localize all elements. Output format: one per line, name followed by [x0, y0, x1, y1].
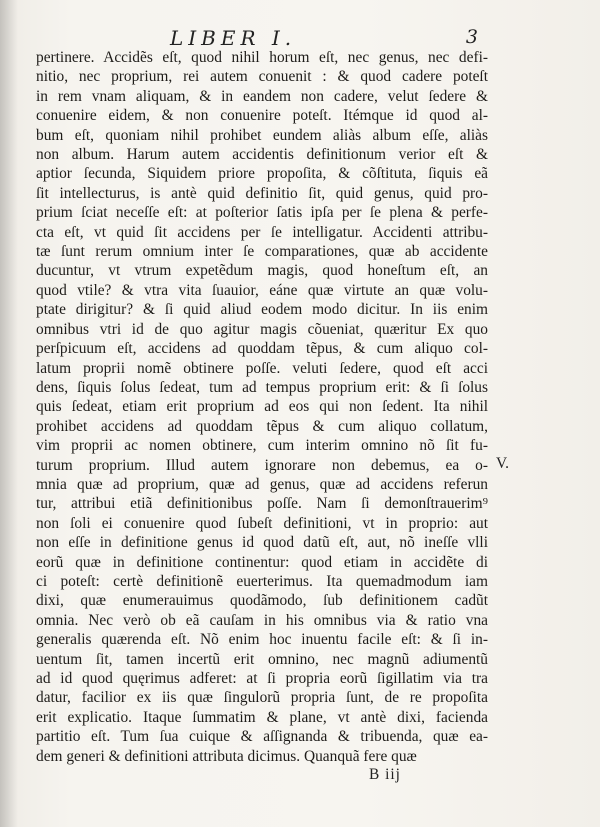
text-line: eorũ quæ in definitione continentur: quod etiam in accidẽte di — [36, 553, 488, 571]
page-number: 3 — [465, 26, 478, 48]
text-line: tæ ſunt rerum omnium inter ſe comparationes, quæ ab accidente — [36, 243, 488, 261]
text-line: conuenire eidem, & non conuenire poteſt. Itémque id quod al- — [36, 107, 488, 125]
text-line: vim proprii ac nomen obtinere, cum interim omnino nõ ſit fu- — [36, 437, 488, 455]
main-text-block — [36, 48, 488, 766]
text-line: omnia. Nec verò ob eã cauſam in his omnibus via & ratio vna — [36, 611, 488, 629]
text-line: bum eſt, quoniam nihil prohibet eundem aliàs album eſſe, aliàs — [36, 126, 488, 144]
text-line: quod vtile? & vtra vita ſuauior, eáne quæ virtute an quæ volu- — [36, 281, 488, 299]
text-line: prium ſciat neceſſe eſt: at poſterior ſatis ipſa per ſe plena & perfe- — [36, 204, 488, 222]
text-line: non eſſe in definitione genus id quod datũ eſt, aut, nõ ineſſe vlli — [36, 534, 488, 552]
text-line: uentum ſit, tamen incertũ erit omnino, nec magnũ adiumentũ — [36, 650, 488, 668]
text-line: latum proprii nomẽ obtinere poſſe. veluti ſedere, quod eſt acci — [36, 359, 488, 377]
text-line: prohibet accidens ad quoddam tẽpus & cum aliquo collatum, — [36, 417, 488, 435]
running-title: LIBER I. — [170, 26, 297, 50]
text-line: ptate dirigitur? & ſi quid aliud eodem modo dicitur. In iis enim — [36, 301, 488, 319]
text-line: nitio, nec proprium, rei autem conuenit : & quod cadere poteſt — [36, 68, 488, 86]
text-line: ci poteſt: certè definitionẽ euerterimus. Ita quemadmodum iam — [36, 572, 488, 590]
gutter-shadow — [0, 0, 18, 827]
text-line: turum proprium. Illud autem ignorare non debemus, ea o- — [36, 456, 488, 474]
text-line: perſpicuum eſt, accidens ad quoddam tẽpus, & cum aliquo col- — [36, 340, 488, 358]
text-line: generalis quærenda eſt. Nõ enim hoc inuentu facile eſt: & ſi in- — [36, 631, 488, 649]
text-line: omnibus vtri id de quo agitur magis cõueniat, quæritur Ex quo — [36, 320, 488, 338]
text-line: dem generi & definitioni attributa dicimus. Quanquã fere quæ — [36, 747, 417, 765]
text-line: quis ſedeat, etiam erit proprium ad eos qui non ſedent. Ita nihil — [36, 398, 488, 416]
text-line: ad id quod quęrimus adferet: at ſi propria eorũ ſigillatim via tra — [36, 670, 488, 687]
text-line: non ſoli ei conuenire quod ſubeſt definitioni, vt in proprio: aut — [36, 514, 488, 532]
text-line: pertinere. Accidẽs eſt, quod nihil horum eſt, nec genus, nec defi- — [36, 49, 488, 66]
text-line: aptior ſecunda, Siquidem priore propoſita, & cõſtituta, ſiquis eã — [36, 165, 488, 183]
text-line: cta eſt, vt quid ſit accidens per ſe intelligatur. Accidenti attribu- — [36, 223, 488, 241]
text-line: dens, ſiquis ſolus ſedeat, tum ad tempus proprium erit: & ſi ſolus — [36, 378, 488, 396]
marginal-note: V. — [496, 455, 509, 473]
text-line: dixi, quæ enumerauimus quodãmodo, ſub definitionem cadũt — [36, 592, 488, 610]
text-line: erit explicatio. Itaque ſummatim & plane, vt antè dixi, facienda — [36, 708, 488, 726]
text-line: in rem vnam aliquam, & in eandem non cadere, velut ſedere & — [36, 87, 488, 105]
text-line: datur, facilior ex iis quæ ſingulorũ propria ſunt, de re propoſita — [36, 689, 488, 707]
text-line: mnia quæ ad proprium, quæ ad genus, quæ ad accidens referun — [36, 475, 488, 493]
text-line: non album. Harum autem accidentis definitionum verior eſt & — [36, 146, 488, 164]
signature-mark: B iij — [369, 766, 401, 783]
text-line: tur, attribui etiã definitionibus poſſe. Nam ſi demonſtrauerim⁹ — [36, 495, 488, 513]
text-line: partitio eſt. Tum ſua cuique & aſſignanda & tribuenda, quæ ea- — [36, 728, 488, 746]
text-line: ſit intellecturus, is antè quid definitio ſit, quid genus, quid pro- — [36, 184, 488, 202]
text-line: ducuntur, vt vtrum expetẽdum magis, quod honeſtum eſt, an — [36, 262, 488, 280]
